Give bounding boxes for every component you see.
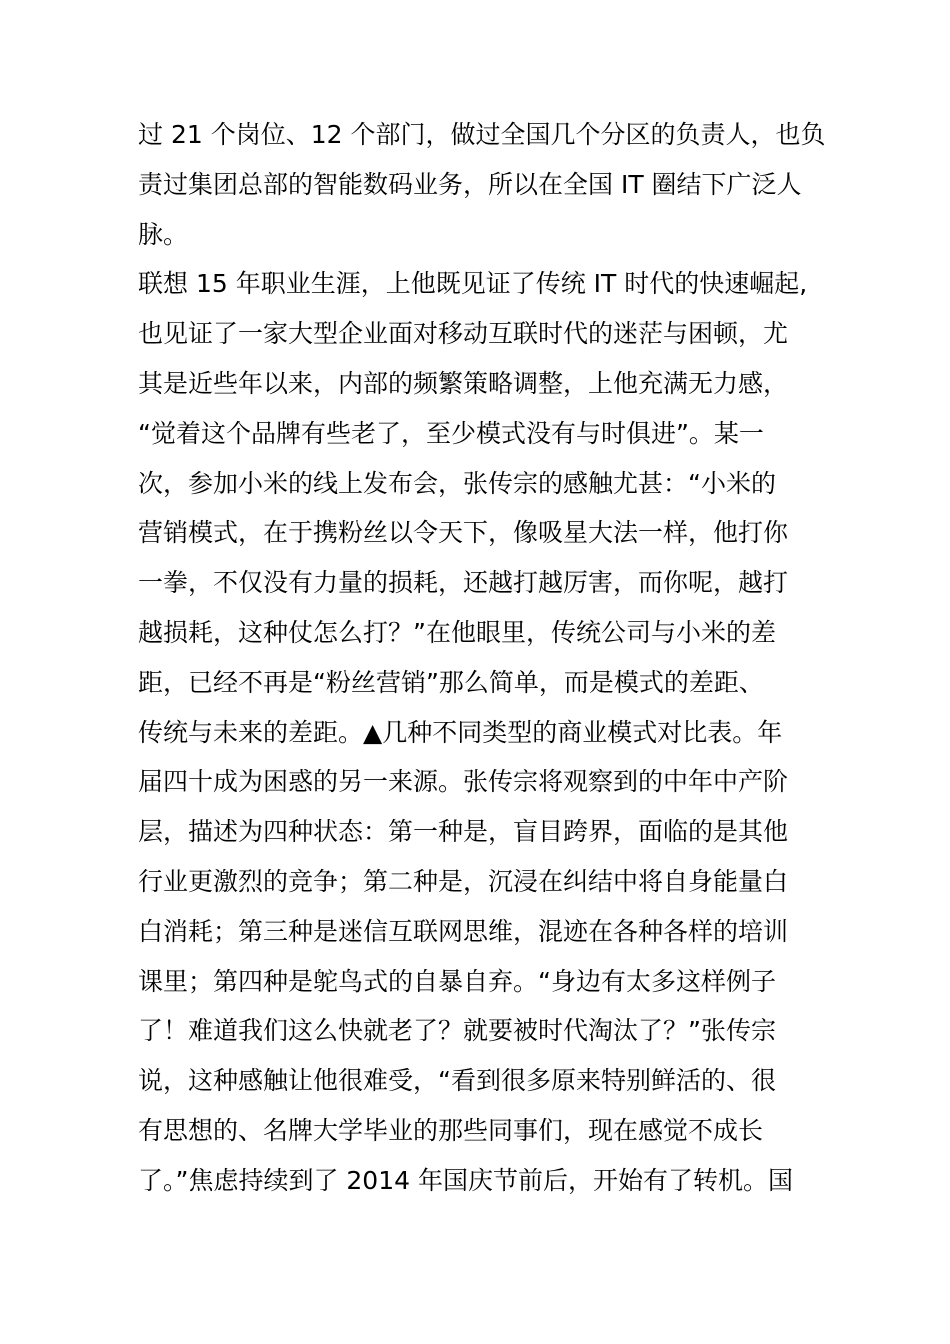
text-line: “觉着这个品牌有些老了，至少模式没有与时俱进”。某一 [138,418,764,448]
text-line: 也见证了一家大型企业面对移动互联时代的迷茫与困顿，尤 [138,319,789,349]
text-line: 届四十成为困惑的另一来源。张传宗将观察到的中年中产阶 [138,767,789,797]
text-line: 责过集团总部的智能数码业务，所以在全国 IT 圈结下广泛人 [138,169,802,199]
text-line: 过 21 个岗位、12 个部门，做过全国几个分区的负责人，也负 [138,120,826,149]
text-line: 有思想的、名牌大学毕业的那些同事们，现在感觉不成长 [138,1115,764,1145]
text-line: 层，描述为四种状态：第一种是，盲目跨界，面临的是其他 [138,817,789,847]
text-line: 脉。 [138,219,189,249]
text-line: 白消耗；第三种是迷信互联网思维，混迹在各种各样的培训 [138,916,789,946]
text-line: 越损耗，这种仗怎么打？”在他眼里，传统公司与小米的差 [138,617,776,647]
body-text [138,110,828,1206]
text-line: 说，这种感触让他很难受，“看到很多原来特别鲜活的、很 [138,1066,776,1096]
text-line: 距，已经不再是“粉丝营销”那么简单，而是模式的差距、 [138,667,764,697]
text-line: 了。”焦虑持续到了 2014 年国庆节前后，开始有了转机。国 [138,1165,793,1195]
text-line: 传统与未来的差距。▲几种不同类型的商业模式对比表。年 [138,717,783,747]
text-line: 了！难道我们这么快就老了？就要被时代淘汰了？”张传宗 [138,1016,776,1046]
text-line: 一拳，不仅没有力量的损耗，还越打越厉害，而你呢，越打 [138,568,789,598]
text-line: 课里；第四种是鸵鸟式的自暴自弃。“身边有太多这样例子 [138,966,776,996]
text-line: 次，参加小米的线上发布会，张传宗的感触尤甚：“小米的 [138,468,776,498]
text-line: 联想 15 年职业生涯，上他既见证了传统 IT 时代的快速崛起, [138,269,808,299]
text-line: 其是近些年以来，内部的频繁策略调整，上他充满无力感， [138,368,789,398]
text-line: 行业更激烈的竞争；第二种是，沉浸在纠结中将自身能量白 [138,866,789,896]
text-line: 营销模式，在于携粉丝以令天下，像吸星大法一样，他打你 [138,518,789,548]
